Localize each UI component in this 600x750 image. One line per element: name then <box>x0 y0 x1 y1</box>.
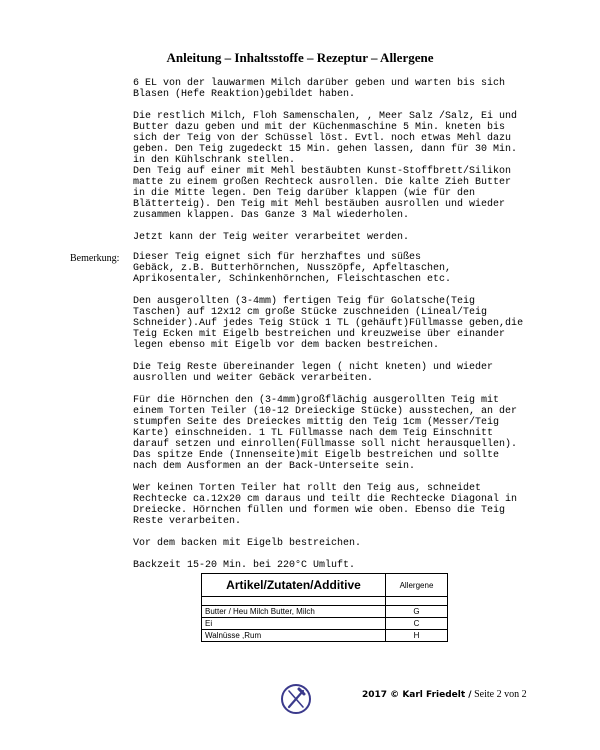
copyright-text: 2017 © Karl Friedelt / <box>362 690 472 700</box>
instruction-paragraph: Jetzt kann der Teig weiter verarbeitet werden. <box>133 232 410 243</box>
table-cell-item: Butter / Heu Milch Butter, Milch <box>202 606 386 618</box>
table-row <box>202 606 448 618</box>
instruction-paragraph: Die restlich Milch, Floh Samenschalen, , Meer Salz /Salz, Ei und Butter dazu geben und mit der Küchenmaschine 5 Min. kneten bis sich der Teig von der Schüssel löst. Evtl. noch etwas Mehl dazu geben. Den Teig zugedeckt 15 Min. gehen lassen, dann für 30 Min. in den Kühlschrank stellen. Den Teig auf einer mit Mehl bestäubten Kunst-Stoffbrett/Silikon matte zu einem großen Rechteck ausrollen. Die kalte Zieh Butter in die Mitte legen. Den Teig darüber klappen (wie für den Blätterteig). Den Teig mit Mehl bestäuben ausrollen und wieder zusammen klappen. Das Ganze 3 Mal wiederholen. <box>133 111 518 221</box>
table-header-item: Artikel/Zutaten/Additive <box>202 574 386 597</box>
table-cell-item <box>202 597 386 606</box>
remark-paragraph: Für die Hörnchen den (3-4mm)großflächig ausgerollten Teig mit einem Torten Teiler (10-12 Dreieckige Stücke) ausstechen, an der stumpfen Seite des Dreieckes mittig den Teig 1cm (Messer/Teig Karte) einschneiden. 1 TL Füllmasse nach dem Teig Einschnitt darauf setzen und einrollen(Füllmasse soll nicht herausquellen). Das spitze Ende (Innenseite)mit Eigelb bestreichen und sollte nach dem Ausformen an der Back-Unterseite sein. <box>133 395 518 472</box>
page-footer <box>362 689 527 700</box>
page-number: Seite 2 von 2 <box>471 689 527 700</box>
remark-paragraph: Dieser Teig eignet sich für herzhaftes und süßes Gebäck, z.B. Butterhörnchen, Nusszöpfe, Apfeltaschen, Aprikosentaler, Schinkenhörnchen, Fleischtaschen etc. <box>133 252 452 285</box>
crossed-utensils-logo-icon <box>280 683 312 715</box>
table-cell-allergen: H <box>386 630 448 642</box>
table-cell-allergen: C <box>386 618 448 630</box>
table-row <box>202 630 448 642</box>
table-cell-allergen <box>386 597 448 606</box>
remark-paragraph: Die Teig Reste übereinander legen ( nicht kneten) und wieder ausrollen und weiter Gebäck verarbeiten. <box>133 362 494 384</box>
table-row <box>202 618 448 630</box>
page-title: Anleitung – Inhaltsstoffe – Rezeptur – Allergene <box>166 50 434 65</box>
table-row <box>202 597 448 606</box>
table-cell-item: Ei <box>202 618 386 630</box>
allergen-table <box>201 573 448 642</box>
remark-paragraph: Wer keinen Torten Teiler hat rollt den Teig aus, schneidet Rechtecke ca.12x20 cm daraus und teilt die Rechtecke Diagonal in Dreiecke. Hörnchen füllen und formen wie oben. Ebenso die Teig Reste verarbeiten. <box>133 483 518 527</box>
instruction-paragraph: 6 EL von der lauwarmen Milch darüber geben und warten bis sich Blasen (Hefe Reaktion)gebildet haben. <box>133 78 506 100</box>
remark-paragraph: Vor dem backen mit Eigelb bestreichen. <box>133 538 362 549</box>
table-cell-allergen: G <box>386 606 448 618</box>
table-header-row <box>202 574 448 597</box>
remark-paragraph: Den ausgerollten (3-4mm) fertigen Teig für Golatsche(Teig Taschen) auf 12x12 cm große Stücke zuschneiden (Lineal/Teig Schneider).Auf jedes Teig Stück 1 TL (gehäuft)Füllmasse geben,die Teig Ecken mit Eigelb bestreichen und kreuzweise über einander legen ebenso mit Eigelb vor dem backen bestreichen. <box>133 296 524 351</box>
remark-block <box>133 252 543 582</box>
table-cell-item: Walnüsse ,Rum <box>202 630 386 642</box>
table-header-allergens: Allergene <box>386 574 448 597</box>
remark-label: Bemerkung: <box>70 253 120 264</box>
remark-paragraph: Backzeit 15-20 Min. bei 220°C Umluft. <box>133 560 356 571</box>
instructions-block <box>133 78 543 254</box>
